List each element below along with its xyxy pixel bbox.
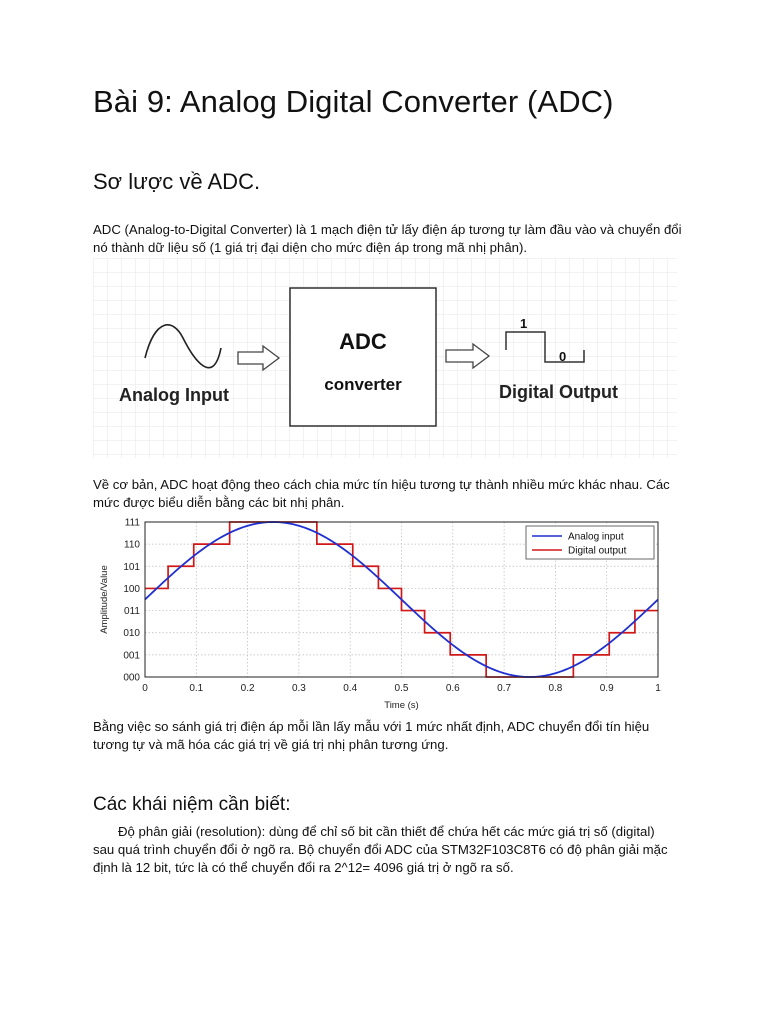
- x-tick-label: 0.2: [240, 683, 255, 694]
- x-tick-label: 0.1: [189, 683, 204, 694]
- y-tick-label: 100: [123, 583, 140, 595]
- adc-diagram: [93, 258, 677, 458]
- adc-box-subtitle: converter: [324, 375, 402, 394]
- x-tick-label: 0.8: [548, 683, 563, 694]
- x-tick-label: 1: [655, 683, 661, 694]
- adc-quantization-chart: [93, 512, 669, 716]
- adc-converter-box: [290, 288, 436, 426]
- x-tick-label: 0.4: [343, 683, 358, 694]
- chart-svg: [93, 512, 669, 716]
- concepts-heading: Các khái niệm cần biết:: [93, 794, 291, 815]
- legend-label-analog: Analog input: [568, 531, 624, 543]
- y-tick-label: 000: [123, 672, 140, 684]
- y-tick-label: 101: [123, 561, 140, 573]
- x-tick-label: 0.5: [394, 683, 409, 694]
- y-tick-label: 010: [123, 628, 140, 640]
- digital-output-label: Digital Output: [499, 382, 618, 402]
- intro-paragraph: ADC (Analog-to-Digital Converter) là 1 mạch điện tử lấy điện áp tương tự làm đầu vào và chuyển đổi nó thành dữ liệu số (1 giá trị đại diện cho mức điện áp trong mã nhị phân).: [93, 222, 682, 255]
- x-tick-label: 0: [142, 683, 148, 694]
- y-tick-label: 001: [123, 650, 140, 662]
- y-axis-label: Amplitude/Value: [99, 565, 110, 634]
- legend-label-digital: Digital output: [568, 545, 627, 557]
- x-tick-label: 0.9: [599, 683, 614, 694]
- x-axis-label: Time (s): [384, 700, 419, 711]
- compare-paragraph: Bằng việc so sánh giá trị điện áp mỗi lần lấy mẫu với 1 mức nhất định, ADC chuyển đổi tín hiệu tương tự và mã hóa các giá trị về giá trị nhị phân tương ứng.: [93, 719, 650, 752]
- adc-diagram-svg: [93, 258, 677, 458]
- y-tick-label: 011: [124, 606, 140, 618]
- x-tick-label: 0.7: [497, 683, 512, 694]
- y-tick-label: 110: [124, 539, 140, 551]
- page-title: Bài 9: Analog Digital Converter (ADC): [93, 84, 614, 119]
- adc-box-title: ADC: [339, 329, 387, 354]
- chart-legend: [526, 526, 654, 559]
- analog-input-label: Analog Input: [119, 385, 229, 405]
- section-heading: Sơ lược về ADC.: [93, 169, 261, 194]
- bit-low-label: 0: [559, 349, 567, 364]
- x-tick-label: 0.3: [291, 683, 306, 694]
- bit-high-label: 1: [520, 316, 528, 331]
- x-tick-label: 0.6: [445, 683, 460, 694]
- y-tick-label: 111: [124, 517, 140, 529]
- basic-paragraph: Về cơ bản, ADC hoạt động theo cách chia mức tín hiệu tương tự thành nhiều mức khác nhau. Các mức được biểu diễn bằng các bit nhị phân.: [93, 477, 670, 510]
- resolution-paragraph: Độ phân giải (resolution): dùng để chỉ số bit cần thiết để chứa hết các mức giá trị số (digital) sau quá trình chuyển đổi ở ngõ ra. Bộ chuyển đổi ADC của STM32F103C8T6 có độ phân giải mặc định là 12 bit, tức là có thể chuyển đổi ra 2^12= 4096 giá trị ở ngõ ra số.: [93, 824, 668, 875]
